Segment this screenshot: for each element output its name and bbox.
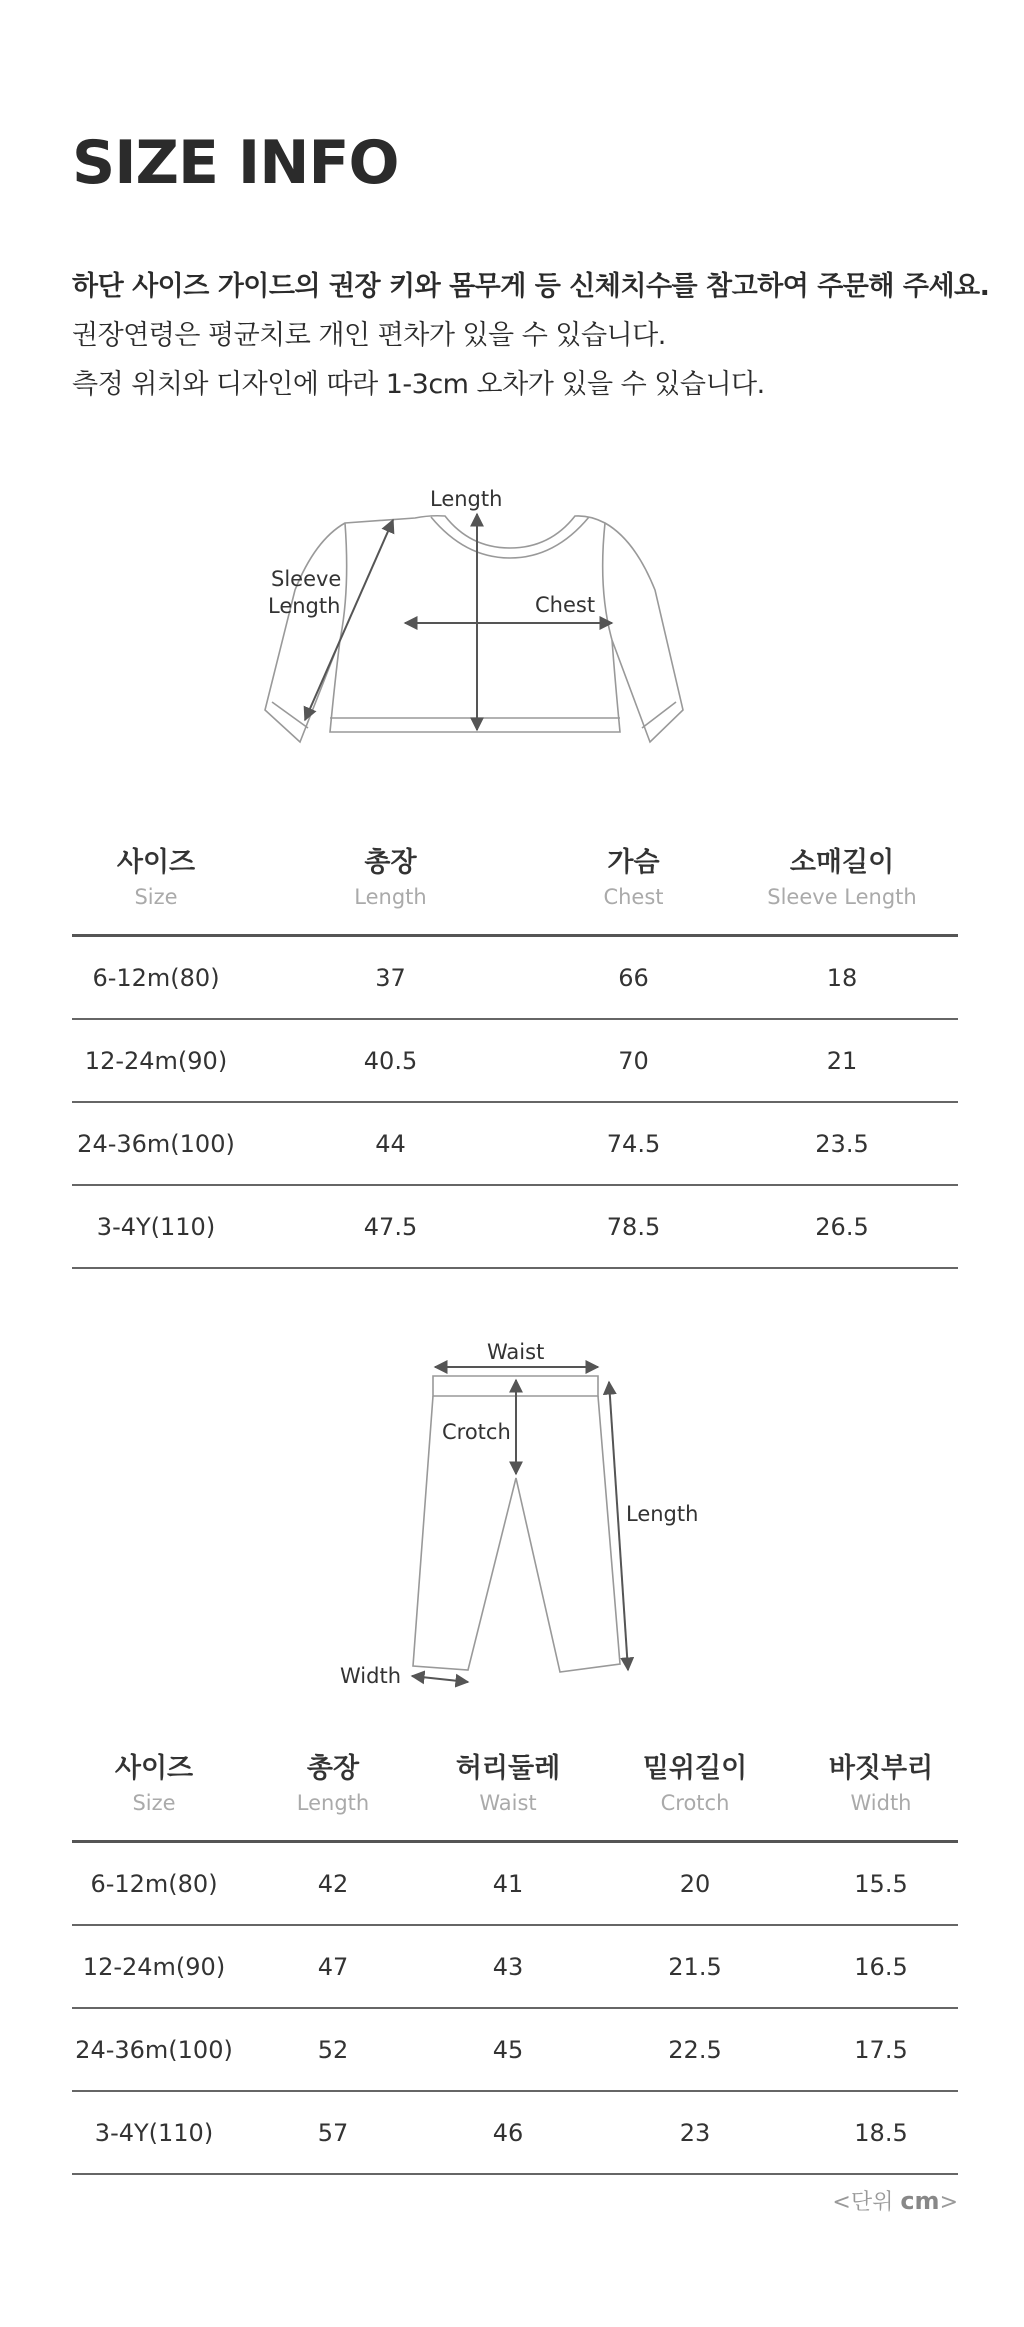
header-en: Size [132, 1791, 176, 1815]
intro-line-3: 측정 위치와 디자인에 따라 1-3cm 오차가 있을 수 있습니다. [72, 369, 765, 400]
length-label: Length [626, 1502, 699, 1526]
waist-label: Waist [487, 1340, 545, 1364]
cell-crotch: 20 [679, 1869, 711, 1898]
header-ko: 허리둘레 [455, 1753, 561, 1784]
header-sleeve-length [726, 838, 958, 934]
crotch-label: Crotch [442, 1420, 511, 1444]
width-label: Width [340, 1664, 402, 1688]
page-title: SIZE INFO [72, 128, 399, 198]
unit-suffix: > [939, 2190, 958, 2215]
header-waist [430, 1744, 586, 1840]
header-ko: 바짓부리 [828, 1753, 934, 1784]
header-size [72, 1744, 236, 1840]
cell-size: 24-36m(100) [77, 1129, 235, 1158]
pants-illustration [330, 1330, 710, 1700]
cell-length: 47.5 [363, 1212, 418, 1241]
intro-text [72, 262, 989, 409]
intro-line-2: 권장연령은 평균치로 개인 편차가 있을 수 있습니다. [72, 320, 666, 351]
header-size [72, 838, 240, 934]
top-size-table [72, 838, 958, 1269]
header-ko: 총장 [306, 1753, 360, 1784]
table-header [72, 838, 958, 937]
intro-line-1: 하단 사이즈 가이드의 권장 키와 몸무게 등 신체치수를 참고하여 주문해 주세요. [72, 271, 990, 302]
table-row [72, 1843, 958, 1926]
cell-waist: 45 [492, 2035, 524, 2064]
sleeve-label-line2: Length [268, 594, 341, 618]
sweatshirt-outline [265, 516, 683, 742]
cell-size: 6-12m(80) [92, 963, 220, 992]
table-header [72, 1744, 958, 1843]
cell-length: 40.5 [363, 1046, 418, 1075]
unit-note [832, 2185, 958, 2216]
cell-length: 42 [317, 1869, 349, 1898]
bottom-size-table [72, 1744, 958, 2175]
cell-crotch: 21.5 [668, 1952, 722, 1981]
cell-length: 57 [317, 2118, 349, 2147]
cell-width: 15.5 [854, 1869, 908, 1898]
cell-waist: 46 [492, 2118, 524, 2147]
header-ko: 소매길이 [789, 847, 895, 878]
chest-label: Chest [535, 593, 596, 617]
unit-prefix: <단위 [832, 2190, 901, 2215]
cell-width: 16.5 [854, 1952, 908, 1981]
cell-chest: 66 [618, 963, 649, 992]
cell-chest: 78.5 [606, 1212, 661, 1241]
cell-sleeve: 23.5 [815, 1129, 869, 1158]
header-en: Length [354, 885, 427, 909]
table-row [72, 1020, 958, 1103]
header-crotch [586, 1744, 804, 1840]
header-width [804, 1744, 958, 1840]
table-row [72, 1926, 958, 2009]
header-length [236, 1744, 430, 1840]
table-row [72, 937, 958, 1020]
sleeve-label-line1: Sleeve [271, 567, 342, 591]
sweatshirt-illustration [250, 480, 750, 790]
cell-size: 12-24m(90) [84, 1046, 228, 1075]
header-ko: 사이즈 [116, 847, 196, 878]
cell-width: 17.5 [854, 2035, 908, 2064]
cell-crotch: 22.5 [668, 2035, 722, 2064]
cell-size: 6-12m(80) [90, 1869, 218, 1898]
header-length [240, 838, 541, 934]
cell-size: 3-4Y(110) [94, 2118, 214, 2147]
cell-length: 47 [317, 1952, 349, 1981]
header-en: Width [850, 1791, 912, 1815]
cell-chest: 70 [618, 1046, 649, 1075]
header-ko: 사이즈 [114, 1753, 194, 1784]
table-row [72, 2092, 958, 2175]
header-ko: 밑위길이 [642, 1753, 748, 1784]
cell-waist: 43 [492, 1952, 524, 1981]
cell-size: 12-24m(90) [82, 1952, 226, 1981]
table-row [72, 1103, 958, 1186]
header-en: Waist [479, 1791, 537, 1815]
cell-chest: 74.5 [606, 1129, 661, 1158]
pants-measure-arrows [412, 1367, 628, 1682]
header-en: Size [134, 885, 178, 909]
cell-length: 52 [317, 2035, 349, 2064]
header-en: Chest [603, 885, 664, 909]
header-ko: 총장 [364, 847, 417, 878]
cell-sleeve: 18 [826, 963, 858, 992]
header-en: Crotch [660, 1791, 730, 1815]
cell-waist: 41 [492, 1869, 524, 1898]
pants-diagram [330, 1330, 710, 1700]
top-garment-diagram [250, 480, 750, 790]
cell-sleeve: 21 [826, 1046, 858, 1075]
unit-value: cm [900, 2187, 940, 2215]
header-ko: 가슴 [607, 847, 660, 878]
cell-size: 24-36m(100) [75, 2035, 233, 2064]
cell-length: 44 [375, 1129, 406, 1158]
length-label: Length [430, 487, 503, 511]
cell-width: 18.5 [854, 2118, 908, 2147]
cell-length: 37 [375, 963, 406, 992]
header-en: Length [296, 1791, 370, 1815]
cell-sleeve: 26.5 [815, 1212, 869, 1241]
measure-arrows [305, 514, 612, 730]
header-en: Sleeve Length [767, 885, 917, 909]
table-row [72, 1186, 958, 1269]
table-row [72, 2009, 958, 2092]
cell-crotch: 23 [679, 2118, 711, 2147]
cell-size: 3-4Y(110) [96, 1212, 216, 1241]
header-chest [541, 838, 726, 934]
